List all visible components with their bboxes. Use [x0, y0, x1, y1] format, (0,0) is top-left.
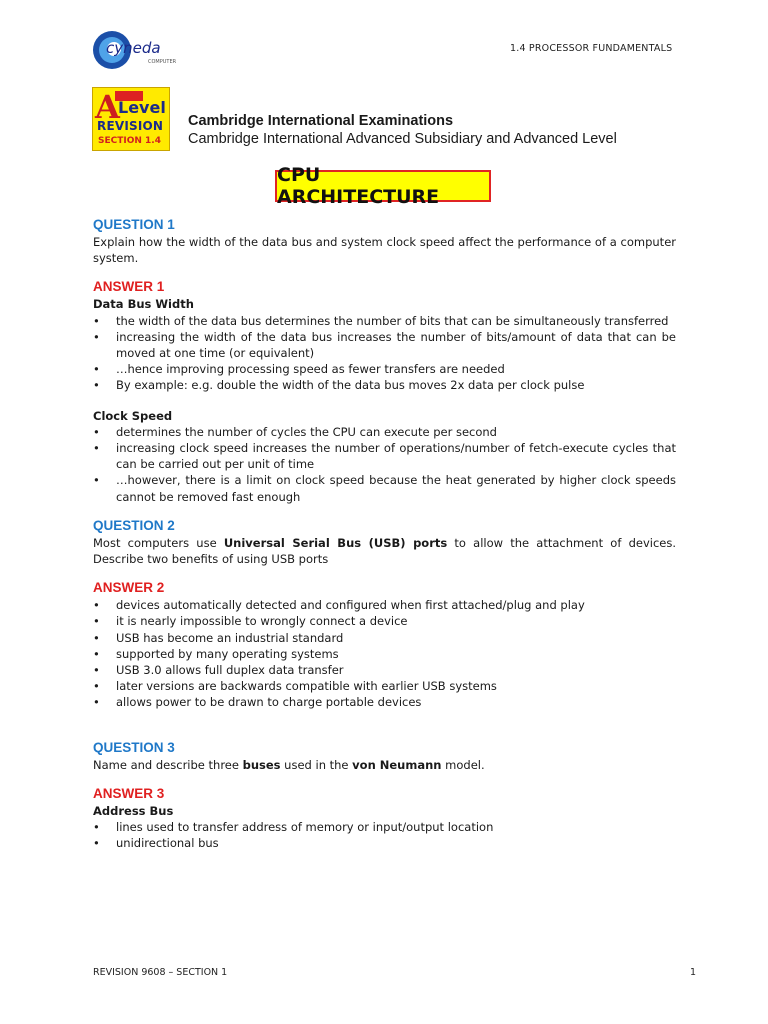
list-item: • later versions are backwards compatible with earlier USB systems [93, 679, 497, 694]
list-item: • increasing clock speed increases the number of operations/number of fetch-execute cycles that can be carried out per unit of time [93, 441, 676, 472]
bullet-icon: • [93, 378, 100, 393]
bullet-icon: • [93, 614, 100, 629]
bullet-icon: • [93, 362, 100, 377]
list-item: • allows power to be drawn to charge portable devices [93, 695, 422, 710]
bullet-icon: • [93, 646, 100, 661]
list-item: • unidirectional bus [93, 836, 219, 851]
bullet-icon: • [93, 598, 100, 613]
list-item: • increasing the width of the data bus increases the number of bits/amount of data that can be moved at one time (or equivalent) [93, 329, 676, 361]
question-1-heading: QUESTION 1 [93, 217, 175, 232]
question-2-text: Most computers use Universal Serial Bus (USB) ports to allow the attachment of devices. Describe two benefits of using USB ports [93, 535, 676, 567]
question-3-heading: QUESTION 3 [93, 739, 175, 755]
bullet-icon: • [93, 313, 100, 328]
badge-level-text: Level [118, 98, 166, 117]
answer-3-heading: ANSWER 3 [93, 785, 165, 801]
bullet-icon: • [93, 679, 100, 694]
question-3-text: Name and describe three buses used in the von Neumann model. [93, 757, 485, 772]
cyneda-logo [92, 27, 178, 73]
list-item: • USB 3.0 allows full duplex data transfer [93, 663, 344, 678]
page-title-box [275, 164, 491, 208]
question-1-text: Explain how the width of the data bus and system clock speed affect the performance of a computer system. [93, 235, 676, 266]
clock-speed-heading: Clock Speed [93, 408, 173, 423]
list-item: • devices automatically detected and configured when first attached/plug and play [93, 598, 585, 613]
bullet-icon: • [93, 441, 100, 456]
logo-wordmark: cyneda [106, 39, 161, 57]
badge-section-text: SECTION 1.4 [98, 136, 161, 146]
address-bus-list [93, 819, 676, 851]
bullet-icon: • [93, 820, 100, 835]
badge-revision-text: REVISION [97, 119, 164, 133]
bullet-icon: • [93, 836, 100, 851]
cie-title: Cambridge International Examinations [188, 113, 454, 129]
content-body [93, 216, 676, 851]
footer-label: REVISION 9608 – SECTION 1 [93, 967, 228, 978]
bullet-icon: • [93, 329, 100, 344]
logo-subtext: COMPUTER [148, 59, 177, 65]
list-item: • …hence improving processing speed as fewer transfers are needed [93, 362, 505, 377]
bullet-icon: • [93, 663, 100, 678]
list-item: • determines the number of cycles the CPU can execute per second [93, 424, 497, 439]
list-item: • USB has become an industrial standard [93, 630, 344, 645]
usb-benefits-list [93, 597, 676, 710]
list-item: • it is nearly impossible to wrongly connect a device [93, 614, 408, 629]
bullet-icon: • [93, 424, 100, 439]
bullet-icon: • [93, 630, 100, 645]
data-bus-width-heading: Data Bus Width [93, 297, 194, 312]
page-title: CPU ARCHITECTURE [277, 164, 440, 208]
data-bus-list [93, 313, 676, 394]
bullet-icon: • [93, 473, 100, 488]
list-item: • the width of the data bus determines the number of bits that can be simultaneously transferred [93, 313, 669, 328]
clock-speed-list [93, 424, 676, 505]
list-item: • lines used to transfer address of memory or input/output location [93, 820, 494, 835]
answer-2-heading: ANSWER 2 [93, 580, 165, 596]
list-item: • …however, there is a limit on clock speed because the heat generated by higher clock speeds cannot be removed fast enough [93, 473, 676, 504]
list-item: • supported by many operating systems [93, 646, 339, 661]
cie-subtitle: Cambridge International Advanced Subsidiary and Advanced Level [188, 131, 617, 147]
answer-1-heading: ANSWER 1 [93, 279, 165, 295]
page-number: 1 [690, 967, 697, 978]
bullet-icon: • [93, 695, 100, 710]
list-item: • By example: e.g. double the width of the data bus moves 2x data per clock pulse [93, 378, 585, 393]
a-level-badge [92, 87, 170, 151]
question-2-heading: QUESTION 2 [93, 517, 175, 533]
address-bus-heading: Address Bus [93, 803, 174, 818]
badge-a-letter: A [95, 88, 120, 126]
header-topic: 1.4 PROCESSOR FUNDAMENTALS [510, 43, 673, 54]
